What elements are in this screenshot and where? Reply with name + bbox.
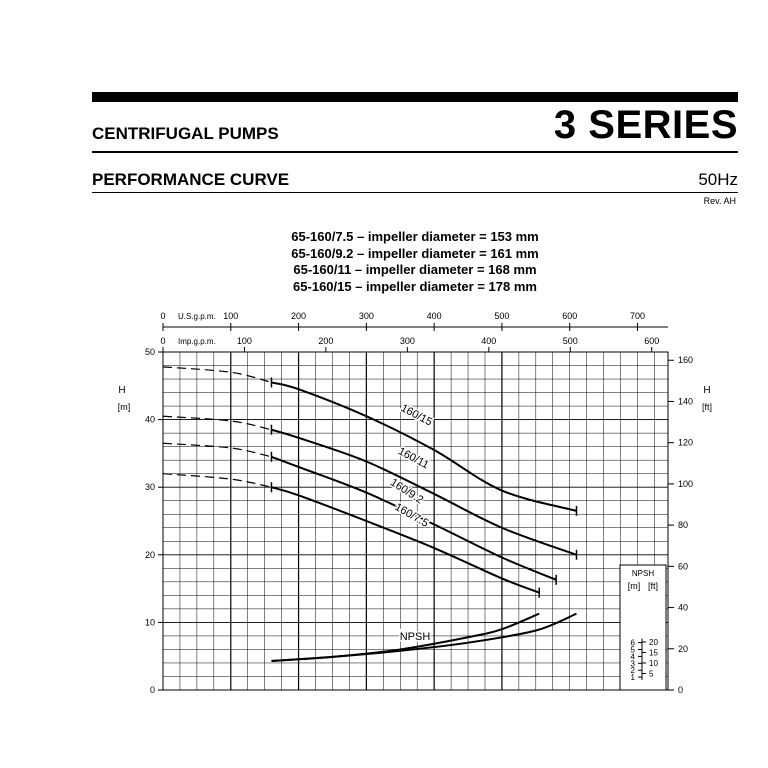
npsh-m-label: 2 (630, 666, 635, 676)
npsh-ft-label: 20 (649, 637, 658, 647)
model-line-9-2: 65-160/9.2 – impeller diameter = 161 mm (291, 245, 539, 261)
npsh-ft-label: 5 (649, 669, 654, 679)
curve-label: 160/9.2 (387, 476, 426, 507)
right-tick-label: 0 (678, 685, 684, 695)
model-line-11: 65-160/11 – impeller diameter = 168 mm (293, 262, 537, 277)
right-tick-label: 100 (678, 478, 694, 489)
imp-tick-label: 300 (399, 336, 415, 346)
npsh-m-label: 1 (630, 673, 635, 683)
hq-curve-dashed (163, 416, 271, 430)
model-line-7-5: 65-160/7.5 – impeller diameter = 153 mm (291, 229, 539, 244)
npsh-ft-label: 15 (649, 648, 658, 658)
hq-curve-dashed (163, 367, 271, 383)
us-tick-label: 500 (494, 311, 510, 321)
us-tick-label: 100 (223, 311, 239, 321)
us-tick-label: 700 (629, 311, 646, 321)
section-title: PERFORMANCE CURVE (92, 170, 290, 189)
npsh-ft-label: 10 (649, 658, 658, 668)
left-axis-unit: [m] (117, 402, 131, 412)
imp-tick-label: 100 (236, 336, 252, 346)
model-line-15: 65-160/15 – impeller diameter = 178 mm (293, 278, 537, 294)
left-tick-label: 30 (144, 482, 155, 493)
imp-tick-label: 200 (318, 336, 334, 346)
us-axis-label: U.S.g.p.m. (178, 312, 216, 321)
imp-axis-label: Imp.g.p.m. (178, 337, 216, 346)
npsh-scale-unit-m: [m] (627, 581, 641, 591)
us-tick-label: 300 (358, 311, 374, 321)
hq-curve (271, 430, 576, 555)
left-tick-label: 20 (144, 549, 155, 560)
us-tick-label: 600 (562, 311, 578, 321)
hq-curve-dashed (163, 474, 271, 488)
left-tick-label: 10 (144, 617, 155, 628)
right-tick-label: 160 (678, 355, 694, 366)
npsh-m-label: 4 (630, 652, 635, 662)
brand-title: CENTRIFUGAL PUMPS (92, 124, 279, 143)
left-tick-label: 0 (149, 685, 155, 695)
frequency-label: 50Hz (698, 170, 738, 189)
imp-tick-label: 0 (160, 336, 166, 346)
imp-tick-label: 400 (481, 336, 497, 346)
imp-tick-label: 600 (644, 336, 660, 346)
right-tick-label: 80 (678, 520, 689, 531)
us-tick-label: 400 (426, 311, 442, 321)
npsh-label: NPSH (399, 631, 431, 643)
imp-tick-label: 500 (562, 336, 578, 346)
right-tick-label: 40 (678, 602, 689, 613)
npsh-scale-title: NPSH (631, 569, 655, 578)
right-axis-label: H (703, 385, 711, 396)
hq-curve-dashed (163, 443, 271, 457)
us-tick-label: 0 (160, 311, 166, 321)
npsh-m-label: 6 (630, 638, 635, 648)
npsh-scale-unit-ft: [ft] (647, 581, 659, 591)
right-tick-label: 20 (678, 643, 689, 654)
series-title: 3 SERIES (553, 103, 738, 147)
us-tick-label: 200 (291, 311, 307, 321)
right-tick-label: 60 (678, 561, 689, 572)
revision-label: Rev. AH (703, 196, 736, 206)
curve-label: 160/7.5 (392, 501, 431, 530)
npsh-m-label: 3 (630, 659, 635, 669)
left-axis-label: H (118, 385, 126, 396)
right-tick-label: 140 (678, 396, 694, 407)
right-axis-unit: [ft] (701, 402, 713, 412)
npsh-m-label: 5 (630, 645, 635, 655)
left-tick-label: 50 (144, 347, 155, 357)
left-tick-label: 40 (144, 414, 155, 425)
curve-label: 160/11 (396, 445, 431, 472)
right-tick-label: 120 (678, 437, 694, 448)
hq-curve (271, 487, 539, 592)
curve-label: 160/15 (398, 402, 435, 429)
